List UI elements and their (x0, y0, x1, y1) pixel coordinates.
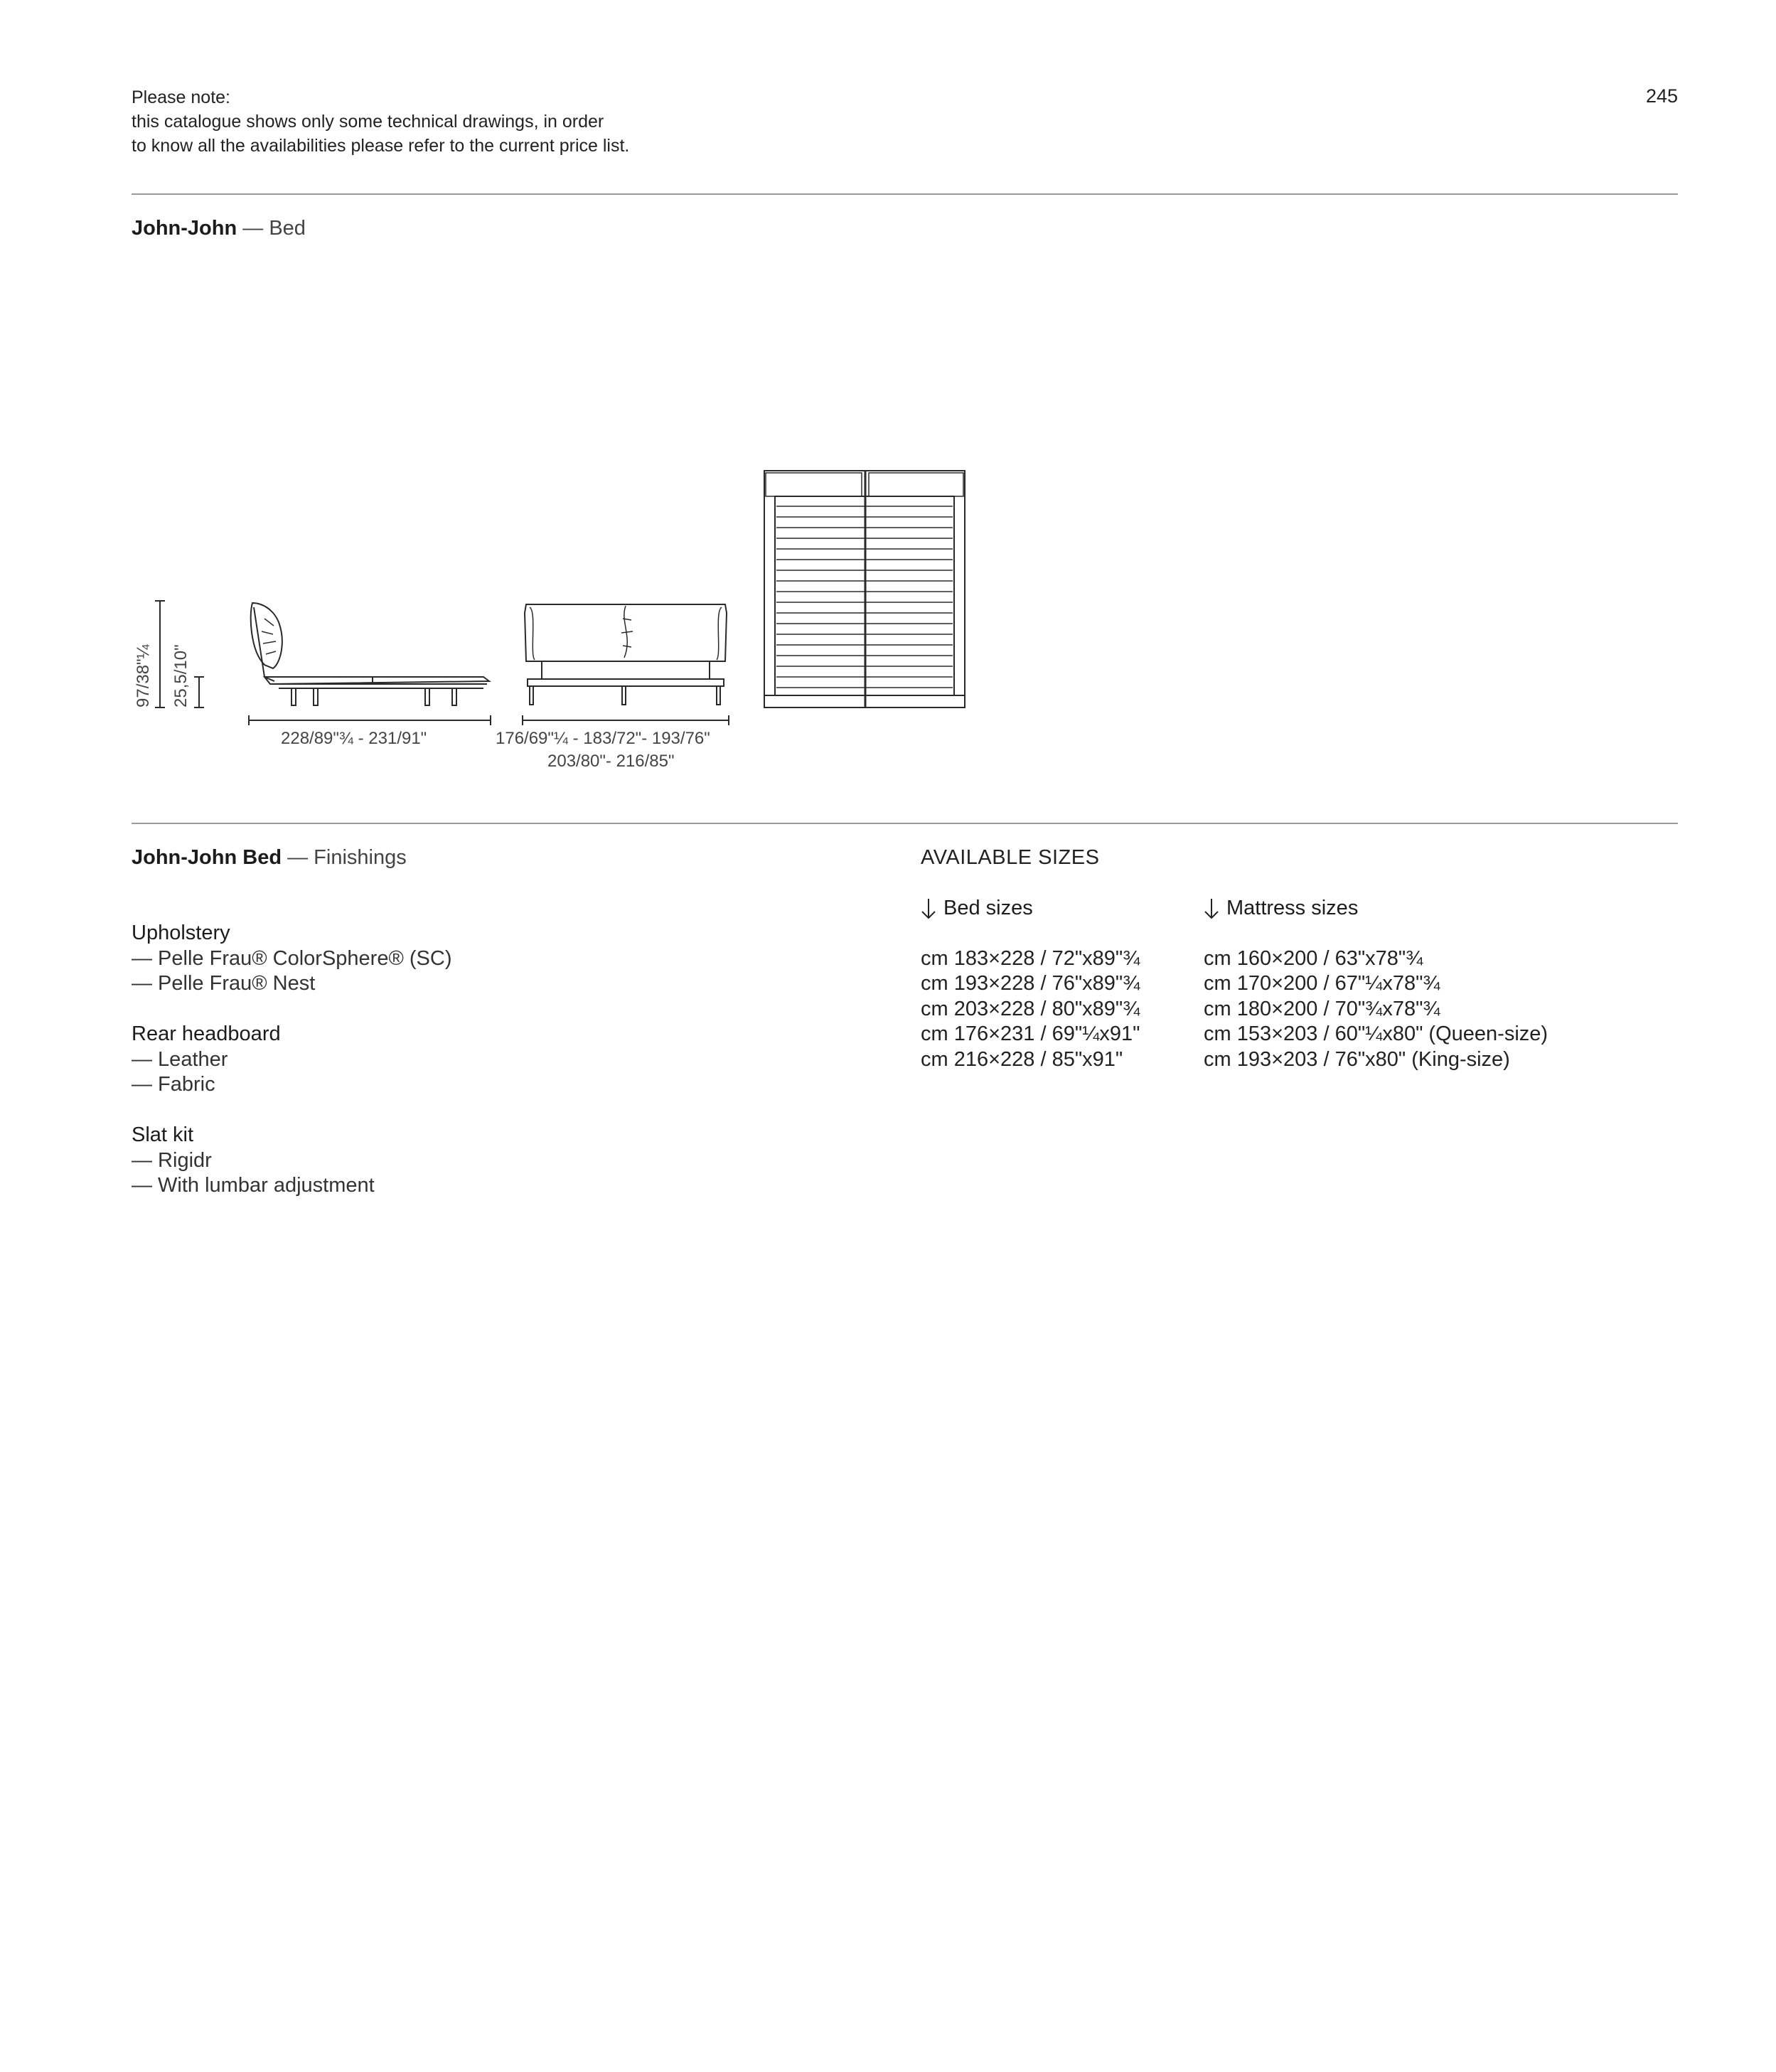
page-number: 245 (1645, 85, 1678, 107)
mattress-size-row: cm 170×200 / 67"¼x78"¾ (1204, 972, 1440, 995)
title-separator: — (237, 217, 269, 240)
height-frame-label: 25,5/10" (171, 644, 191, 707)
finish-heading: Slat kit (132, 1123, 194, 1146)
finish-item: — With lumbar adjustment (132, 1174, 375, 1197)
bed-side-view (249, 603, 491, 725)
note-line: Please note: (132, 87, 230, 107)
title-separator: — (282, 846, 314, 869)
arrow-down-icon (921, 897, 936, 920)
bed-size-row: cm 176×231 / 69"¼x91" (921, 1022, 1140, 1045)
arrow-down-icon (1204, 897, 1219, 920)
bed-size-row: cm 216×228 / 85"x91" (921, 1047, 1123, 1071)
mattress-size-row: cm 193×203 / 76"x80" (King-size) (1204, 1047, 1510, 1071)
finish-item: — Leather (132, 1047, 228, 1071)
catalogue-note (132, 85, 629, 158)
bed-sizes-label: Bed sizes (943, 897, 1033, 919)
finish-item: — Rigidr (132, 1148, 212, 1172)
finish-item: — Fabric (132, 1073, 215, 1096)
bed-subtitle: Bed (269, 217, 306, 240)
mattress-size-row: cm 180×200 / 70"¾x78"¾ (1204, 997, 1440, 1020)
side-width-label: 228/89"¾ - 231/91" (281, 729, 427, 748)
finish-heading: Rear headboard (132, 1022, 281, 1045)
bed-title (132, 217, 306, 240)
bed-top-view (764, 471, 965, 707)
finish-item: — Pelle Frau® ColorSphere® (SC) (132, 946, 452, 970)
note-line: this catalogue shows only some technical drawings, in order (132, 112, 604, 132)
mattress-size-row: cm 160×200 / 63"x78"¾ (1204, 946, 1423, 970)
bed-size-row: cm 193×228 / 76"x89"¾ (921, 972, 1140, 995)
bed-size-row: cm 183×228 / 72"x89"¾ (921, 946, 1140, 970)
bed-size-row: cm 203×228 / 80"x89"¾ (921, 997, 1140, 1020)
finishings-list (132, 921, 452, 1224)
mattress-sizes-label: Mattress sizes (1226, 897, 1359, 919)
divider-top (132, 193, 1678, 195)
finishings-title (132, 846, 407, 870)
finishings-name: John-John Bed (132, 846, 282, 869)
mattress-size-row: cm 153×203 / 60"¼x80" (Queen-size) (1204, 1022, 1548, 1045)
available-sizes-title: AVAILABLE SIZES (921, 846, 1100, 869)
finish-group-slat-kit (132, 1123, 452, 1199)
bed-name: John-John (132, 217, 237, 240)
bed-sizes-header (921, 896, 1140, 922)
note-line: to know all the availabilities please refer to the current price list. (132, 136, 630, 156)
front-width-label-2: 203/80"- 216/85" (547, 752, 675, 771)
finishings-subtitle: Finishings (314, 846, 407, 869)
bed-front-view (523, 604, 729, 725)
available-sizes (921, 846, 1548, 1071)
mattress-sizes-header (1204, 896, 1548, 922)
mattress-sizes-column (1204, 896, 1548, 1072)
bed-sizes-column (921, 896, 1140, 1072)
finish-group-rear-headboard (132, 1022, 452, 1098)
finish-item: — Pelle Frau® Nest (132, 972, 316, 995)
divider-middle (132, 823, 1678, 824)
finish-group-upholstery (132, 921, 452, 997)
finish-heading: Upholstery (132, 922, 230, 944)
technical-drawings (0, 455, 995, 782)
front-width-label: 176/69"¼ - 183/72"- 193/76" (496, 729, 710, 748)
height-total-label: 97/38"¼ (134, 644, 153, 707)
